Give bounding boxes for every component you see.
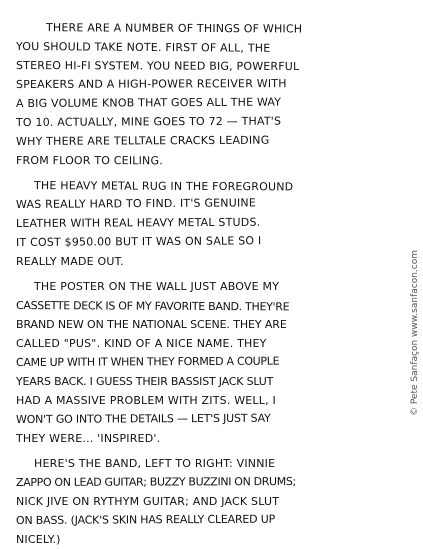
paragraph-band (16, 454, 404, 549)
text-line: HAD A MASSIVE PROBLEM WITH ZITS. WELL, I (16, 394, 276, 407)
text-line: CAME UP WITH IT WHEN THEY FORMED A COUPLE (15, 354, 280, 369)
text-line: STEREO HI-FI SYSTEM. YOU NEED BIG, POWERFUL (15, 59, 300, 73)
text-line: LEATHER WITH REAL HEAVY METAL STUDS. (15, 215, 261, 230)
paragraph-poster (16, 277, 404, 448)
text-line: CALLED "PUS". KIND OF A NICE NAME. THEY (16, 337, 267, 350)
text-line: ZAPPO ON LEAD GUITAR; BUZZY BUZZINI ON DRUMS; (15, 475, 296, 489)
paragraph-stereo (16, 18, 404, 170)
text-line: IT COST $950.00 BUT IT WAS ON SALE SO I (15, 234, 262, 249)
text-line: WHY THERE ARE TELLTALE CRACKS LEADING (15, 133, 270, 148)
text-line: YEARS BACK. I GUESS THEIR BASSIST JACK SLUT (16, 375, 274, 388)
paragraph-rug (16, 176, 404, 271)
copyright-credit (409, 250, 421, 480)
text-line: CASSETTE DECK IS OF MY FAVORITE BAND. THEY'RE (15, 299, 290, 314)
text-line: HERE'S THE BAND, LEFT TO RIGHT: VINNIE (34, 457, 276, 470)
text-line: NICELY.) (16, 533, 61, 546)
text-line: BRAND NEW ON THE NATIONAL SCENE. THEY ARE (16, 318, 287, 331)
text-line: THEY WERE... 'INSPIRED'. (16, 432, 161, 445)
text-line: THE POSTER ON THE WALL JUST ABOVE MY (34, 280, 280, 293)
text-line: THE HEAVY METAL RUG IN THE FOREGROUND (33, 179, 294, 194)
copyright-credit-text: © Pete Sanfaçon www.sanfacon.com (410, 250, 420, 417)
text-line: WAS REALLY HARD TO FIND. IT'S GENUINE (15, 196, 257, 211)
text-line: WON'T GO INTO THE DETAILS — LET'S JUST SAY (15, 411, 271, 426)
text-line: YOU SHOULD TAKE NOTE. FIRST OF ALL, THE (15, 40, 271, 55)
text-line: THERE ARE A NUMBER OF THINGS OF WHICH (45, 21, 303, 36)
text-line: FROM FLOOR TO CEILING. (15, 154, 163, 168)
text-line: A BIG VOLUME KNOB THAT GOES ALL THE WAY (15, 95, 282, 110)
text-line: SPEAKERS AND A HIGH-POWER RECEIVER WITH (15, 77, 287, 91)
handwritten-text-block (16, 18, 404, 549)
text-line: REALLY MADE OUT. (16, 255, 124, 268)
text-line: ON BASS. (JACK'S SKIN HAS REALLY CLEARED UP (15, 512, 276, 527)
text-line: NICK JIVE ON RYTHYM GUITAR; AND JACK SLUT (16, 495, 280, 508)
text-line: TO 10. ACTUALLY, MINE GOES TO 72 — THAT'S (15, 114, 282, 129)
